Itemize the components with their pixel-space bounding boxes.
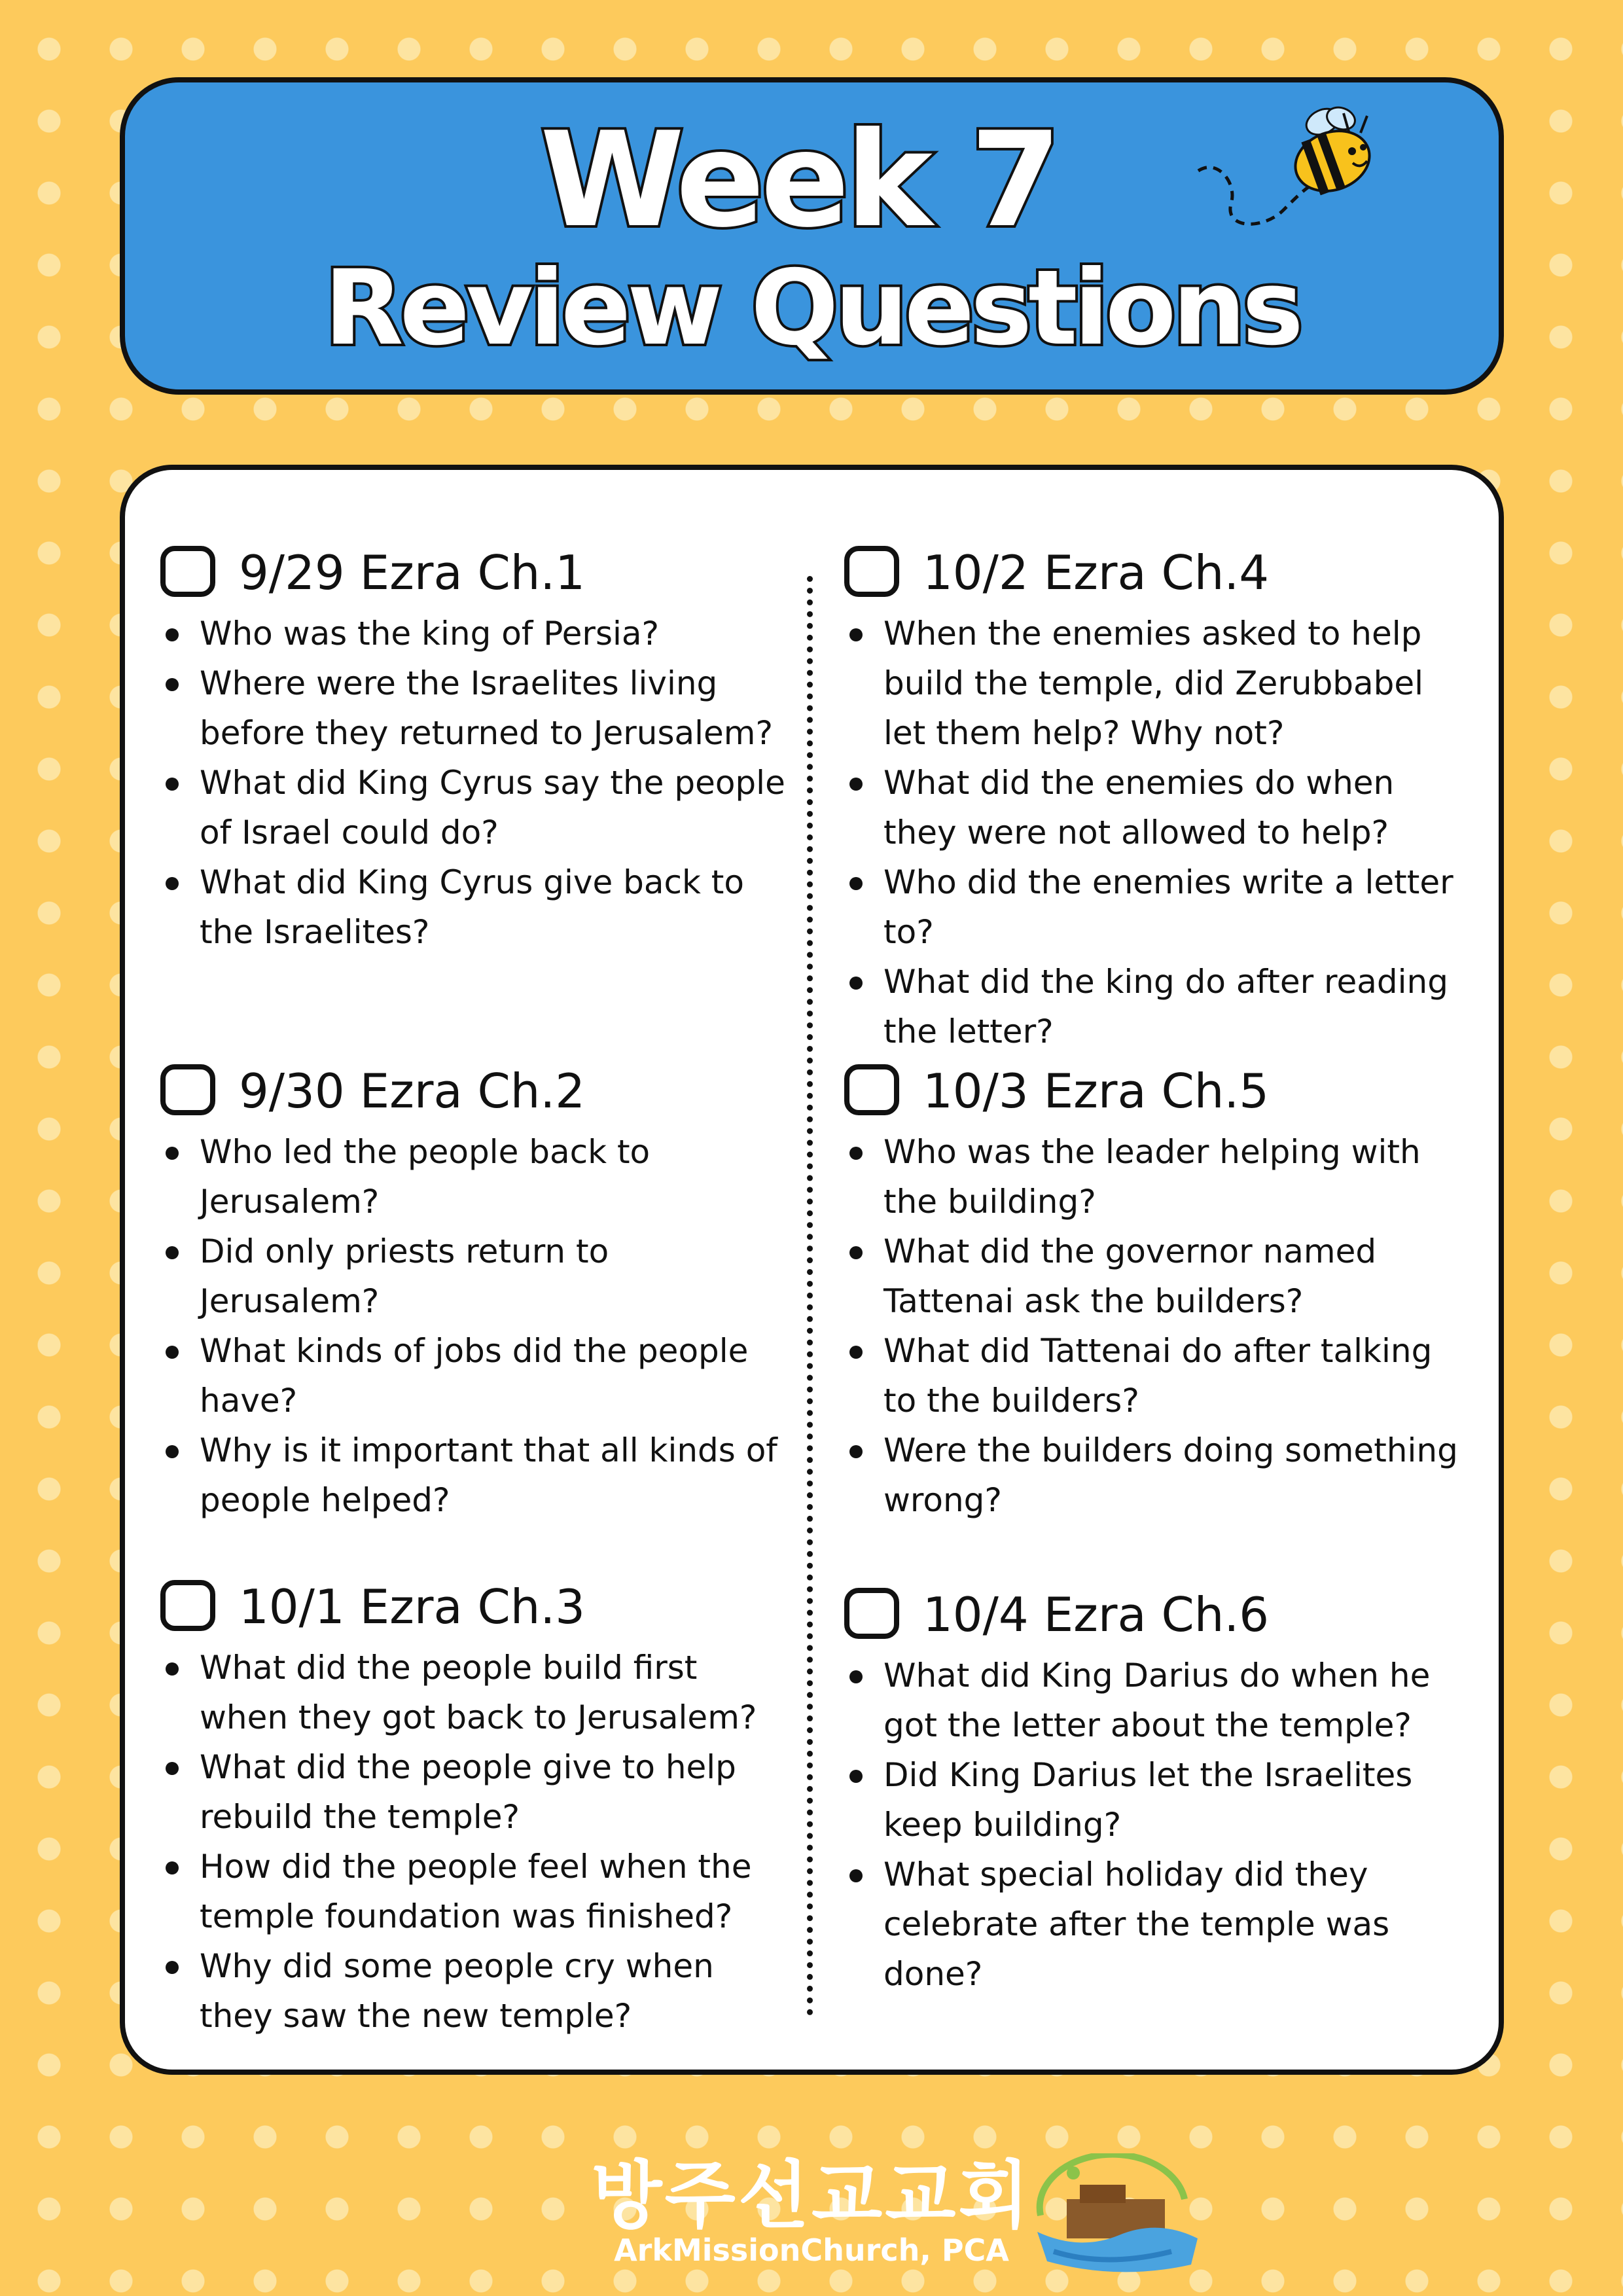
title-banner (120, 77, 1504, 395)
ark-logo-icon (1027, 2153, 1204, 2278)
section-title: 9/29 Ezra Ch.1 (239, 545, 586, 600)
checkbox[interactable] (160, 546, 215, 597)
section-ezra-ch6 (844, 1579, 1472, 1999)
question-list (160, 1643, 789, 2041)
column-divider (807, 576, 813, 2016)
question-list (844, 609, 1472, 1056)
section-title: 10/3 Ezra Ch.5 (923, 1064, 1270, 1119)
section-title: 10/4 Ezra Ch.6 (923, 1587, 1270, 1642)
question-list (160, 609, 789, 957)
question-item: Who was the leader helping with the building? (844, 1127, 1472, 1227)
church-name-korean: 방주선교교회 (591, 2153, 1032, 2238)
question-list (844, 1651, 1472, 1999)
question-item: When the enemies asked to help build the temple, did Zerubbabel let them help? Why not? (844, 609, 1472, 758)
question-item: Did only priests return to Jerusalem? (160, 1227, 789, 1326)
question-item: What did King Cyrus say the people of Israel could do? (160, 758, 789, 857)
checkbox[interactable] (160, 1064, 215, 1115)
question-item: Were the builders doing something wrong? (844, 1426, 1472, 1525)
section-ezra-ch1 (160, 537, 789, 957)
section-title: 9/30 Ezra Ch.2 (239, 1064, 586, 1119)
page-title-week: Week 7 (540, 104, 1058, 257)
checkbox[interactable] (160, 1580, 215, 1631)
section-title: 10/2 Ezra Ch.4 (923, 545, 1270, 600)
question-item: What did the people build first when they got back to Jerusalem? (160, 1643, 789, 1742)
question-item: Why is it important that all kinds of people helped? (160, 1426, 789, 1525)
question-item: What did the governor named Tattenai ask the builders? (844, 1227, 1472, 1326)
section-ezra-ch3 (160, 1571, 789, 2041)
church-name-english: ArkMissionChurch, PCA (614, 2233, 1009, 2268)
question-item: What special holiday did they celebrate after the temple was done? (844, 1850, 1472, 1999)
question-item: What did the people give to help rebuild the temple? (160, 1742, 789, 1842)
question-item: Who was the king of Persia? (160, 609, 789, 658)
question-item: What kinds of jobs did the people have? (160, 1326, 789, 1426)
question-item: Who led the people back to Jerusalem? (160, 1127, 789, 1227)
page-title-review: Review Questions (324, 248, 1300, 368)
question-item: What did the enemies do when they were not allowed to help? (844, 758, 1472, 857)
question-item: What did the king do after reading the letter? (844, 957, 1472, 1056)
question-item: Did King Darius let the Israelites keep building? (844, 1750, 1472, 1850)
checkbox[interactable] (844, 1588, 899, 1639)
section-ezra-ch2 (160, 1055, 789, 1525)
question-item: Who did the enemies write a letter to? (844, 857, 1472, 957)
section-ezra-ch5 (844, 1055, 1472, 1525)
section-ezra-ch4 (844, 537, 1472, 1056)
question-item: What did King Darius do when he got the letter about the temple? (844, 1651, 1472, 1750)
question-item: What did King Cyrus give back to the Israelites? (160, 857, 789, 957)
question-list (844, 1127, 1472, 1525)
section-title: 10/1 Ezra Ch.3 (239, 1579, 586, 1634)
question-list (160, 1127, 789, 1525)
checkbox[interactable] (844, 1064, 899, 1115)
question-item: What did Tattenai do after talking to the builders? (844, 1326, 1472, 1426)
checkbox[interactable] (844, 546, 899, 597)
question-item: How did the people feel when the temple foundation was finished? (160, 1842, 789, 1941)
question-item: Where were the Israelites living before they returned to Jerusalem? (160, 658, 789, 758)
bee-icon (1192, 99, 1375, 243)
question-item: Why did some people cry when they saw the new temple? (160, 1941, 789, 2041)
